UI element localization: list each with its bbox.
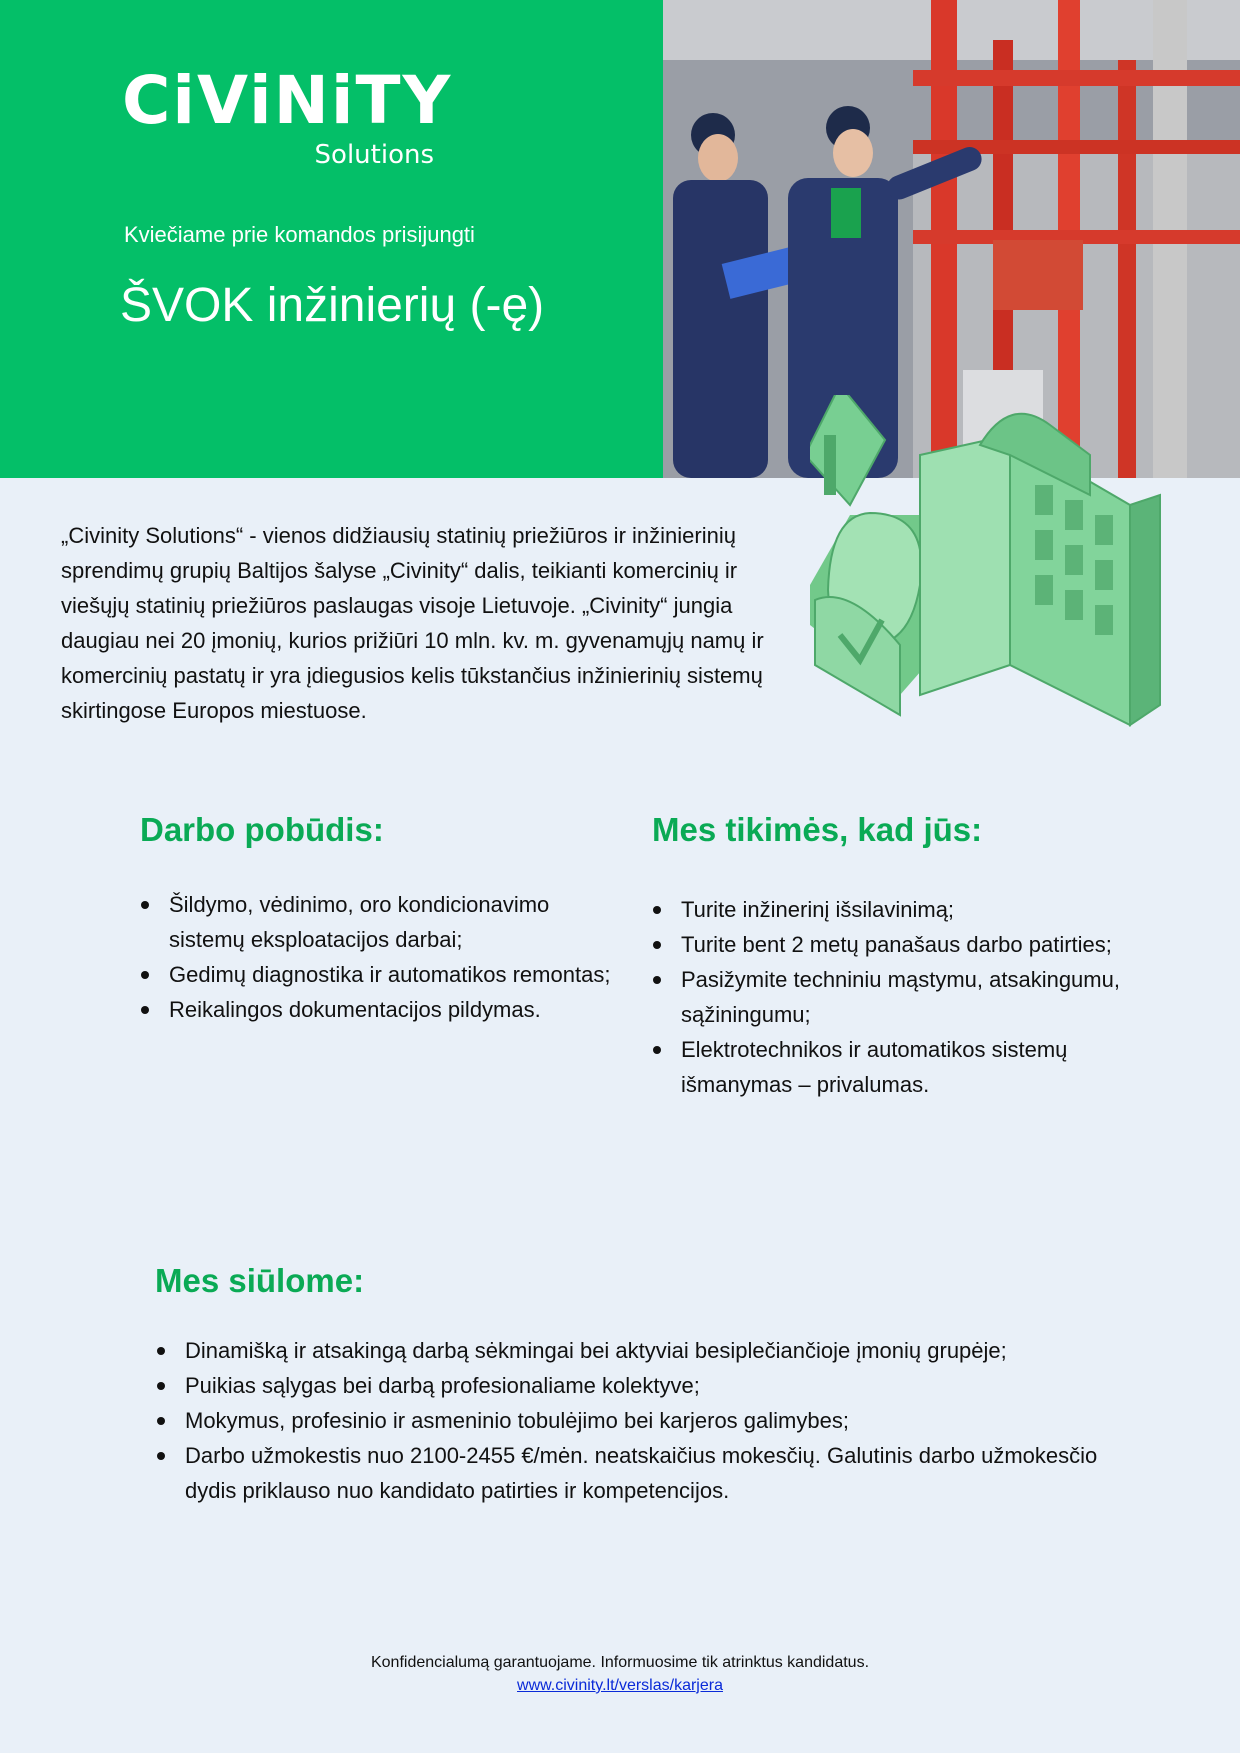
list-item: Mokymus, profesinio ir asmeninio tobulėjimo bei karjeros galimybes; xyxy=(185,1403,1115,1438)
list-item: Reikalingos dokumentacijos pildymas. xyxy=(169,992,619,1027)
civinity-logo xyxy=(122,62,453,170)
list-item: Turite bent 2 metų panašaus darbo patirties; xyxy=(681,927,1151,962)
list-item: Gedimų diagnostika ir automatikos remontas; xyxy=(169,957,619,992)
footer-note: Konfidencialumą garantuojame. Informuosime tik atrinktus kandidatus. xyxy=(370,1654,870,1671)
list-item: Turite inžinerinį išsilavinimą; xyxy=(681,892,1151,927)
careers-link[interactable]: www.civinity.lt/verslas/karjera xyxy=(517,1677,723,1694)
logo-wordmark: CiViNiTY xyxy=(122,62,453,139)
list-item: Darbo užmokestis nuo 2100-2455 €/mėn. neatskaičius mokesčių. Galutinis darbo užmokesčio dydis priklauso nuo kandidato patirties ir kompetencijos. xyxy=(185,1438,1115,1508)
list-item: Dinamišką ir atsakingą darbą sėkmingai bei aktyviai besiplečiančioje įmonių grupėje; xyxy=(185,1333,1115,1368)
intro-paragraph: „Civinity Solutions“ - vienos didžiausių statinių priežiūros ir inžinierinių sprendimų grupių Baltijos šalyse „Civinity“ dalis, teikianti komercinių ir viešųjų statinių priežiūros paslaugas visoje Lietuvoje. „Civinity“ jungia daugiau nei 20 įmonių, kurios prižiūri 10 mln. kv. m. gyvenamųjų namų ir komercinių pastatų ir yra įdiegusios kelis tūkstančius inžinierinių sistemų skirtingose Europos miestuose. xyxy=(61,523,764,723)
invite-text: Kviečiame prie komandos prisijungti xyxy=(124,222,475,247)
logo-subtitle: Solutions xyxy=(314,140,434,170)
duties-list xyxy=(140,887,619,1027)
list-item: Pasižymite techniniu mąstymu, atsakingumu, sąžiningumu; xyxy=(681,962,1151,1032)
list-item: Elektrotechnikos ir automatikos sistemų išmanymas – privalumas. xyxy=(681,1032,1151,1102)
header-banner xyxy=(0,0,663,478)
job-title: ŠVOK inžinierių (-ę) xyxy=(120,279,545,332)
offer-list xyxy=(156,1333,1115,1508)
footer-link-row xyxy=(0,1677,1240,1695)
expect-heading: Mes tikimės, kad jūs: xyxy=(652,811,983,848)
expect-list xyxy=(652,892,1151,1102)
offer-heading: Mes siūlome: xyxy=(155,1262,365,1299)
list-item: Šildymo, vėdinimo, oro kondicionavimo sistemų eksploatacijos darbai; xyxy=(169,887,619,957)
building-user-illustration xyxy=(810,395,1170,755)
list-item: Puikias sąlygas bei darbą profesionaliame kolektyve; xyxy=(185,1368,1115,1403)
duties-heading: Darbo pobūdis: xyxy=(140,811,384,848)
